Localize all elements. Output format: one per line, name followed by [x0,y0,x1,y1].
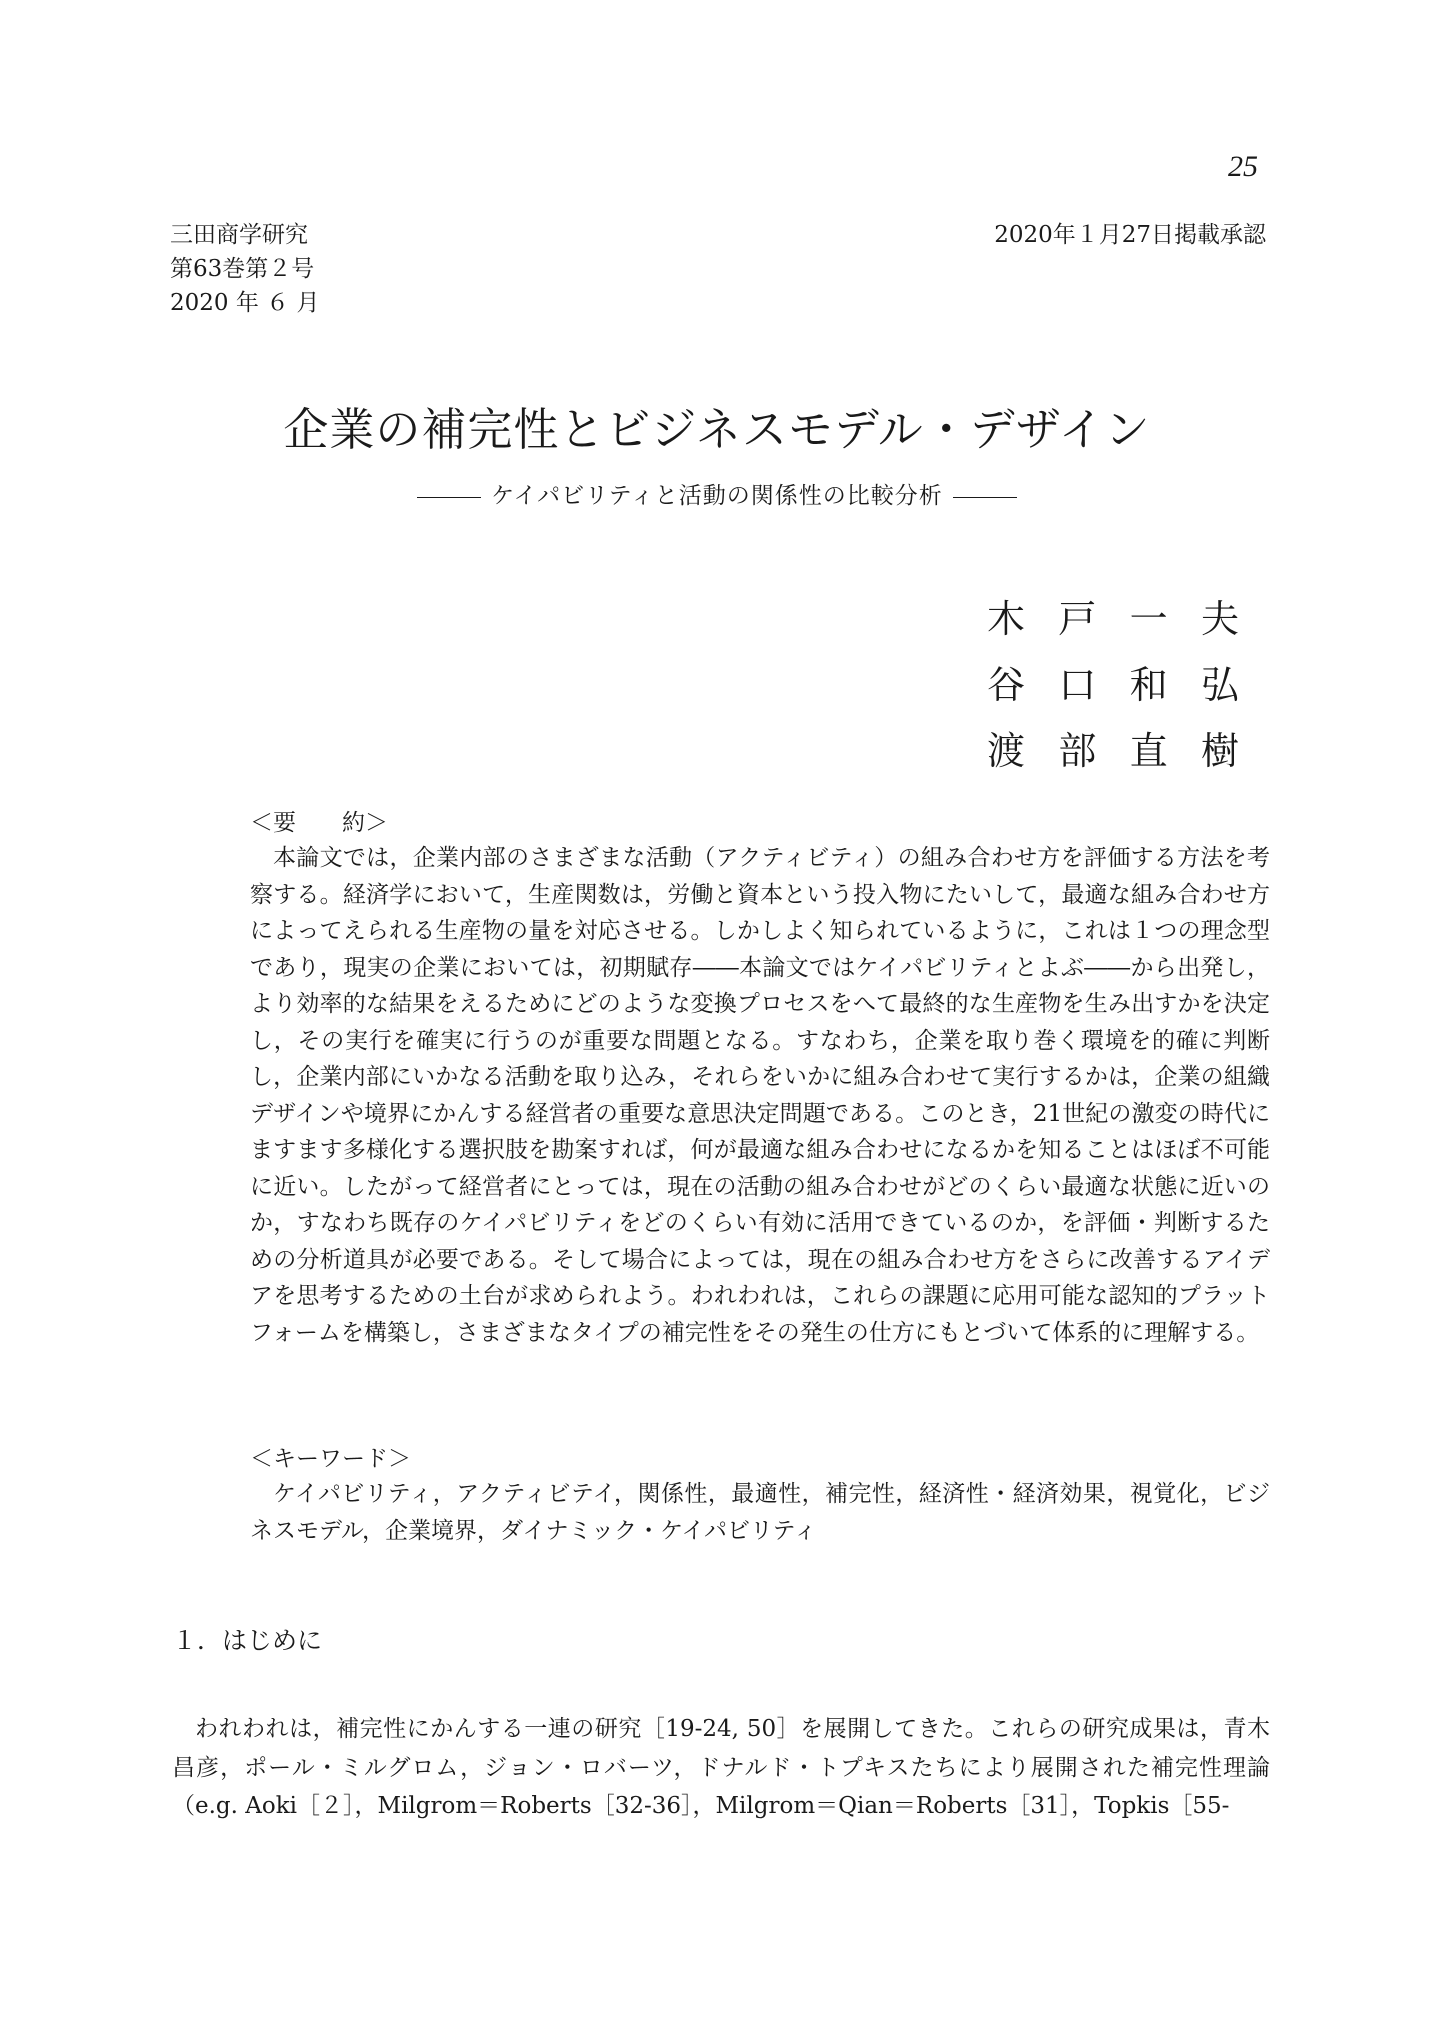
keywords-text: ケイパビリティ，アクティビテイ，関係性，最適性，補完性，経済性・経済効果，視覚化，ビジネスモデル，企業境界，ダイナミック・ケイパビリティ [250,1481,1270,1544]
journal-date: 2020 年 ６ 月 [170,290,320,316]
author-2: 谷 口 和 弘 [987,663,1239,707]
paper-subtitle [0,479,1434,513]
author-1: 木 戸 一 夫 [987,597,1239,641]
author-list [987,586,1239,784]
dash-right [953,497,1017,498]
journal-name: 三田商学研究 [170,222,308,248]
paper-title: 企業の補完性とビジネスモデル・デザイン [283,403,1151,456]
body-paragraph: われわれは，補完性にかんする一連の研究［19-24, 50］を展開してきた。これらの研究成果は，青木昌彦，ポール・ミルグロム，ジョン・ロバーツ，ドナルド・トプキスたちにより展開された補完性理論（e.g. Aoki［２］，Milgrom＝Roberts［32-36］，Milgrom＝Qian＝Roberts［31］，Topkis［55- [172,1716,1270,1819]
subtitle-text: ケイパビリティと活動の関係性の比較分析 [491,483,943,509]
section-heading: １．はじめに [172,1626,323,1655]
journal-info [170,218,319,320]
journal-volume: 第63巻第２号 [170,256,315,282]
keywords [250,1442,1270,1549]
author-3: 渡 部 直 樹 [987,729,1239,773]
dash-left [417,497,481,498]
abstract-text: 本論文では，企業内部のさまざまな活動（アクティビティ）の組み合わせ方を評価する方法を考察する。経済学において，生産関数は，労働と資本という投入物にたいして，最適な組み合わせ方によってえられる生産物の量を対応させる。しかしよく知られているように，これは１つの理念型であり，現実の企業においては，初期賦存――本論文ではケイパビリティとよぶ――から出発し，より効率的な結果をえるためにどのような変換プロセスをへて最終的な生産物を生み出すかを決定し，その実行を確実に行うのが重要な問題となる。すなわち，企業を取り巻く環境を的確に判断し，企業内部にいかなる活動を取り込み，それらをいかに組み合わせて実行するかは，企業の組織デザインや境界にかんする経営者の重要な意思決定問題である。このとき，21世紀の激変の時代にますます多様化する選択肢を勘案すれば，何が最適な組み合わせになるかを知ることはほぼ不可能に近い。したがって経営者にとっては，現在の活動の組み合わせがどのくらい最適な状態に近いのか，すなわち既存のケイパビリティをどのくらい有効に活用できているのか，を評価・判断するための分析道具が必要である。そして場合によっては，現在の組み合わせ方をさらに改善するアイデアを思考するための土台が求められよう。われわれは，これらの課題に応用可能な認知的プラットフォームを構築し，さまざまなタイプの補完性をその発生の仕方にもとづいて体系的に理解する。 [250,845,1270,1346]
keywords-label: ＜キーワード＞ [250,1446,411,1472]
accept-date: 2020年１月27日掲載承認 [994,222,1266,248]
page-number: 25 [1228,150,1258,183]
abstract-label: ＜要 約＞ [250,810,388,836]
abstract [250,806,1270,1351]
